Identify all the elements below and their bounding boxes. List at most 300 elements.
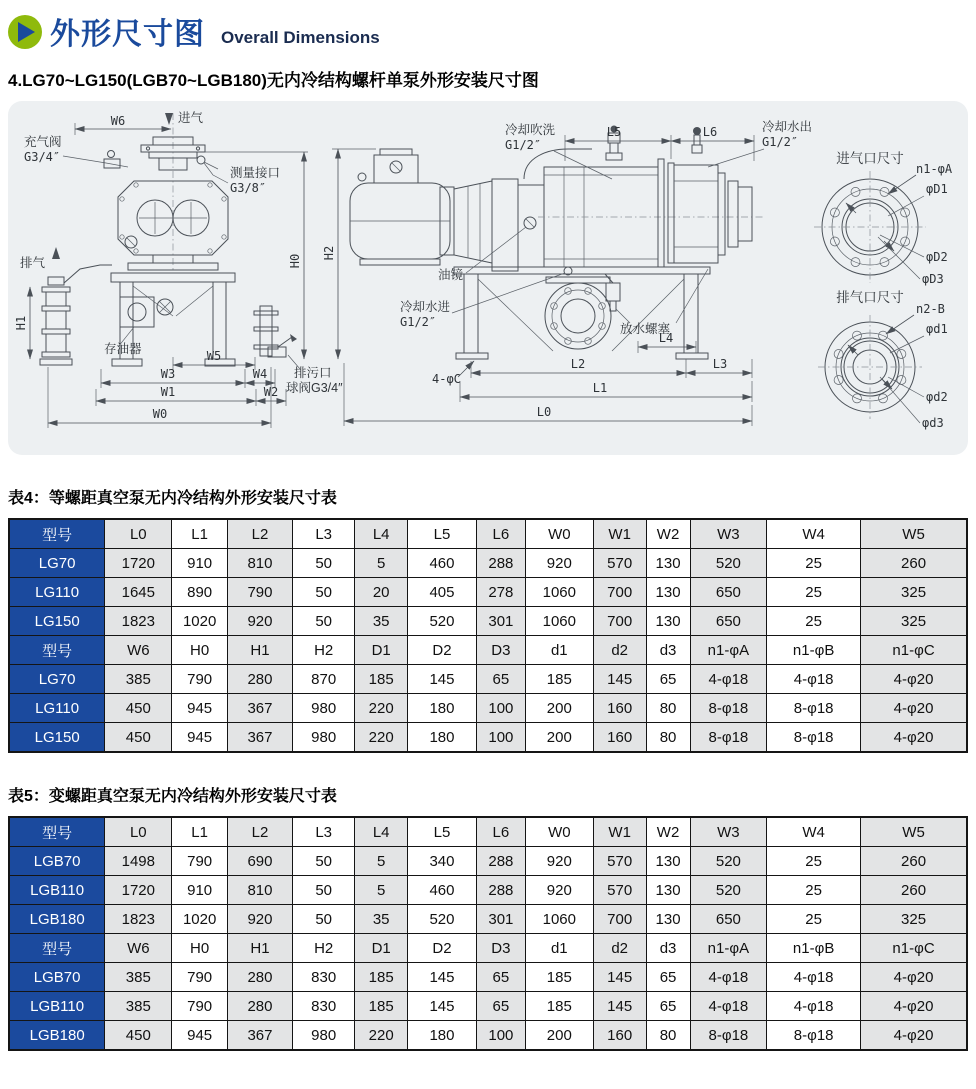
pump-outline-drawing [8,101,968,455]
value-cell: 280 [227,992,292,1021]
value-cell: 325 [861,578,967,607]
dim-w1: W1 [160,385,176,399]
value-cell: 130 [646,876,690,905]
value-cell: 650 [690,578,767,607]
value-cell: 4-φ18 [767,963,861,992]
value-cell: 870 [293,665,355,694]
dim-l5: L5 [606,125,622,139]
dim-l0: L0 [536,405,552,419]
table-row [9,607,967,636]
cooling-water-out-label: 冷却水出 [762,120,813,134]
value-cell: 100 [476,1021,525,1051]
value-cell: 790 [172,963,228,992]
inlet-arrow-icon [165,113,173,125]
value-cell: 1720 [105,876,172,905]
value-cell: 130 [646,578,690,607]
value-cell: 700 [593,607,646,636]
value-cell: 385 [105,963,172,992]
model-cell: LGB70 [9,847,105,876]
value-cell: 8-φ18 [767,694,861,723]
value-cell: 35 [355,905,408,934]
dim-w2: W2 [263,385,279,399]
dim-l3: L3 [712,357,728,371]
value-cell: 145 [593,665,646,694]
value-cell: 280 [227,963,292,992]
value-cell: 385 [105,665,172,694]
model-cell: LGB70 [9,963,105,992]
model-cell: LGB180 [9,905,105,934]
value-cell: 25 [767,905,861,934]
value-cell: 570 [593,847,646,876]
value-cell: 25 [767,578,861,607]
value-cell: 65 [646,963,690,992]
value-cell: 325 [861,905,967,934]
value-cell: 180 [408,1021,477,1051]
value-cell: 4-φ20 [861,665,967,694]
dim-header-cell: D1 [355,636,408,665]
dim-header-cell: W0 [525,519,593,549]
table-row [9,694,967,723]
dim-header-cell: L0 [105,519,172,549]
value-cell: 690 [227,847,292,876]
value-cell: 790 [172,992,228,1021]
value-cell: 405 [408,578,477,607]
dim-header-cell: W5 [861,817,967,847]
table-row [9,549,967,578]
cooling-purge-size: G1/2″ [505,138,542,152]
value-cell: 4-φ20 [861,992,967,1021]
side-view-drawing [322,119,812,426]
value-cell: 1020 [172,607,228,636]
section-header [0,0,976,50]
dim-header-cell: W2 [646,519,690,549]
value-cell: 185 [525,992,593,1021]
value-cell: 650 [690,607,767,636]
value-cell: 520 [408,905,477,934]
value-cell: 520 [690,876,767,905]
inlet-bolt-label: n1-φA [916,162,953,176]
value-cell: 145 [408,665,477,694]
dim-header-cell: L3 [293,519,355,549]
value-cell: 100 [476,694,525,723]
value-cell: 910 [172,876,228,905]
pump-right-section [658,127,752,267]
value-cell: 50 [293,905,355,934]
value-cell: 50 [293,847,355,876]
dim-header-cell: d2 [593,934,646,963]
table5-title: 表5：变螺距真空泵无内冷结构外形安装尺寸表 [8,788,337,805]
value-cell: 325 [861,607,967,636]
value-cell: 790 [172,665,228,694]
dim-header-cell: n1-φB [767,636,861,665]
dim-header-cell: H0 [172,636,228,665]
value-cell: 920 [227,607,292,636]
exhaust-d1-label: φd1 [926,322,948,336]
value-cell: 4-φ18 [767,665,861,694]
value-cell: 100 [476,723,525,753]
value-cell: 160 [593,1021,646,1051]
value-cell: 288 [476,876,525,905]
value-cell: 920 [525,549,593,578]
value-cell: 180 [408,694,477,723]
value-cell: 260 [861,847,967,876]
value-cell: 80 [646,1021,690,1051]
dim-header-cell: H2 [293,636,355,665]
value-cell: 4-φ18 [690,963,767,992]
dim-header-cell: L0 [105,817,172,847]
dim-header-cell: n1-φB [767,934,861,963]
value-cell: 8-φ18 [767,1021,861,1051]
value-cell: 25 [767,847,861,876]
dim-header-cell: W5 [861,519,967,549]
measure-port-size: G3/8″ [230,181,267,195]
dim-w0: W0 [152,407,168,421]
value-cell: 260 [861,876,967,905]
table-row [9,1021,967,1051]
dim-header-cell: W6 [105,636,172,665]
inlet-flange-stack [141,137,218,170]
value-cell: 920 [525,876,593,905]
dim-header-cell: d2 [593,636,646,665]
table-row [9,665,967,694]
value-cell: 450 [105,694,172,723]
table-equal-pitch-dimensions [8,518,968,753]
value-cell: 4-φ20 [861,694,967,723]
side-stand [454,267,710,359]
dim-header-cell: H2 [293,934,355,963]
table-row [9,578,967,607]
value-cell: 700 [593,578,646,607]
play-icon [18,22,35,42]
dim-header-cell: n1-φA [690,636,767,665]
value-cell: 180 [408,723,477,753]
dim-h1: H1 [14,315,28,331]
value-cell: 65 [476,665,525,694]
table4-title: 表4：等螺距真空泵无内冷结构外形安装尺寸表 [8,490,337,507]
value-cell: 945 [172,1021,228,1051]
exhaust-bolt-label: n2-B [916,302,945,316]
table-row [9,963,967,992]
table-row [9,905,967,934]
value-cell: 450 [105,723,172,753]
dim-w5: W5 [206,349,222,363]
value-cell: 25 [767,876,861,905]
value-cell: 1060 [525,905,593,934]
value-cell: 570 [593,876,646,905]
value-cell: 980 [293,1021,355,1051]
table-row [9,847,967,876]
value-cell: 288 [476,549,525,578]
dim-header-cell: D1 [355,934,408,963]
value-cell: 160 [593,694,646,723]
value-cell: 4-φ20 [861,1021,967,1051]
exhaust-stack [40,247,112,365]
value-cell: 1823 [105,607,172,636]
value-cell: 65 [476,963,525,992]
value-cell: 830 [293,992,355,1021]
value-cell: 945 [172,694,228,723]
drain-valve [254,306,297,357]
value-cell: 367 [227,1021,292,1051]
model-cell: LG70 [9,549,105,578]
dim-header-cell: n1-φC [861,636,967,665]
inlet-d2-label: φD2 [926,250,948,264]
value-cell: 145 [593,963,646,992]
dim-l2: L2 [570,357,586,371]
model-header-cell: 型号 [9,519,105,549]
value-cell: 130 [646,549,690,578]
value-cell: 570 [593,549,646,578]
model-cell: LGB180 [9,1021,105,1051]
value-cell: 20 [355,578,408,607]
value-cell: 520 [690,549,767,578]
value-cell: 4-φ18 [767,992,861,1021]
dim-h2: H2 [322,245,336,261]
value-cell: 920 [525,847,593,876]
inlet-d1-label: φD1 [926,182,948,196]
value-cell: 945 [172,723,228,753]
model-cell: LG70 [9,665,105,694]
dim-header-cell: L1 [172,817,228,847]
value-cell: 25 [767,549,861,578]
oil-sight-label: 油镜 [438,268,464,282]
value-cell: 4-φ18 [690,992,767,1021]
cooling-water-in-size: G1/2″ [400,315,437,329]
value-cell: 65 [476,992,525,1021]
dim-header-cell: W3 [690,817,767,847]
model-cell: LG110 [9,694,105,723]
value-cell: 25 [767,607,861,636]
value-cell: 145 [408,992,477,1021]
model-cell: LGB110 [9,876,105,905]
model-cell: LG110 [9,578,105,607]
value-cell: 520 [408,607,477,636]
exhaust-d2-label: φd2 [926,390,948,404]
value-cell: 810 [227,876,292,905]
value-cell: 385 [105,992,172,1021]
dim-header-cell: d3 [646,636,690,665]
value-cell: 145 [408,963,477,992]
value-cell: 301 [476,607,525,636]
table-variable-pitch-dimensions [8,816,968,1051]
value-cell: 1720 [105,549,172,578]
drain-port-label: 排污口 [294,366,332,380]
dim-header-cell: D3 [476,636,525,665]
value-cell: 1498 [105,847,172,876]
bottom-port-flange [545,277,611,349]
value-cell: 8-φ18 [690,723,767,753]
dim-header-cell: d3 [646,934,690,963]
dim-header-cell: W4 [767,817,861,847]
model-header-cell: 型号 [9,934,105,963]
exhaust-flange-view [818,289,948,430]
drain-plug-label: 放水螺塞 [620,322,671,336]
table-header-row [9,636,967,665]
value-cell: 4-φ20 [861,963,967,992]
dim-header-cell: H0 [172,934,228,963]
page-title-en: Overall Dimensions [221,27,380,47]
value-cell: 185 [355,665,408,694]
value-cell: 8-φ18 [690,1021,767,1051]
dim-header-cell: W4 [767,519,861,549]
dim-header-cell: W3 [690,519,767,549]
value-cell: 460 [408,549,477,578]
figure-subtitle: 4.LG70~LG150(LGB70~LGB180)无内冷结构螺杆单泵外形安装尺寸图 [8,71,539,90]
dim-header-cell: L6 [476,519,525,549]
value-cell: 145 [593,992,646,1021]
value-cell: 810 [227,549,292,578]
dim-header-cell: D2 [408,934,477,963]
value-cell: 220 [355,1021,408,1051]
value-cell: 130 [646,847,690,876]
dim-header-cell: W6 [105,934,172,963]
dim-header-cell: L2 [227,817,292,847]
exhaust-label: 排气 [20,256,46,270]
value-cell: 185 [525,665,593,694]
value-cell: 280 [227,665,292,694]
dim-header-cell: W2 [646,817,690,847]
inlet-label: 进气 [178,111,204,125]
value-cell: 980 [293,694,355,723]
dim-header-cell: L5 [408,519,477,549]
value-cell: 450 [105,1021,172,1051]
value-cell: 65 [646,992,690,1021]
table-header-row [9,817,967,847]
dim-header-cell: D2 [408,636,477,665]
exhaust-flange-title: 排气口尺寸 [836,290,904,305]
model-cell: LGB110 [9,992,105,1021]
dim-l4: L4 [658,331,674,345]
cooling-water-out-size: G1/2″ [762,135,799,149]
table-row [9,876,967,905]
dim-header-cell: W1 [593,519,646,549]
cooling-purge-label: 冷却吹洗 [505,123,556,137]
value-cell: 1020 [172,905,228,934]
table-row [9,723,967,753]
value-cell: 200 [525,694,593,723]
inlet-flange-title: 进气口尺寸 [836,151,904,166]
oil-reservoir-label: 存油器 [104,342,142,356]
value-cell: 185 [355,963,408,992]
value-cell: 80 [646,723,690,753]
front-view-drawing [14,110,343,428]
value-cell: 50 [293,549,355,578]
dim-header-cell: H1 [227,934,292,963]
dim-header-cell: L5 [408,817,477,847]
dim-header-cell: L6 [476,817,525,847]
dim-header-cell: D3 [476,934,525,963]
cooling-water-in-label: 冷却水进 [400,300,451,314]
dim-w6: W6 [110,114,126,128]
value-cell: 65 [646,665,690,694]
value-cell: 980 [293,723,355,753]
value-cell: 185 [355,992,408,1021]
foot-holes-label: 4-φC [432,372,461,386]
dim-header-cell: W0 [525,817,593,847]
dim-header-cell: H1 [227,636,292,665]
value-cell: 520 [690,847,767,876]
value-cell: 5 [355,876,408,905]
value-cell: 50 [293,876,355,905]
value-cell: 460 [408,876,477,905]
value-cell: 8-φ18 [767,723,861,753]
dim-header-cell: L4 [355,519,408,549]
charge-valve-size: G3/4″ [24,150,61,164]
value-cell: 35 [355,607,408,636]
model-cell: LG150 [9,607,105,636]
value-cell: 700 [593,905,646,934]
charge-valve-label: 充气阀 [24,135,62,149]
value-cell: 185 [525,963,593,992]
motor [350,149,454,265]
dim-header-cell: d1 [525,934,593,963]
exhaust-d3-label: φd3 [922,416,944,430]
table-row [9,992,967,1021]
value-cell: 278 [476,578,525,607]
dim-w4: W4 [252,367,268,381]
value-cell: 200 [525,723,593,753]
dim-h0: H0 [288,253,302,269]
dim-header-cell: L2 [227,519,292,549]
dim-header-cell: W1 [593,817,646,847]
value-cell: 220 [355,694,408,723]
value-cell: 5 [355,847,408,876]
value-cell: 1645 [105,578,172,607]
value-cell: 5 [355,549,408,578]
coupling-bell [454,179,544,271]
measure-port-label: 测量接口 [230,166,281,180]
dim-w3: W3 [160,367,176,381]
dim-l6: L6 [702,125,718,139]
value-cell: 50 [293,607,355,636]
dim-header-cell: d1 [525,636,593,665]
dim-header-cell: n1-φA [690,934,767,963]
oil-reservoir [120,297,173,327]
dim-l1: L1 [592,381,608,395]
value-cell: 260 [861,549,967,578]
value-cell: 80 [646,694,690,723]
value-cell: 130 [646,905,690,934]
value-cell: 288 [476,847,525,876]
value-cell: 8-φ18 [690,694,767,723]
value-cell: 130 [646,607,690,636]
value-cell: 1823 [105,905,172,934]
dim-header-cell: L4 [355,817,408,847]
value-cell: 790 [227,578,292,607]
model-cell: LG150 [9,723,105,753]
dimension-drawing-panel [8,101,968,455]
dim-header-cell: L1 [172,519,228,549]
model-header-cell: 型号 [9,817,105,847]
value-cell: 1060 [525,578,593,607]
value-cell: 367 [227,723,292,753]
value-cell: 50 [293,578,355,607]
table-header-row [9,519,967,549]
section-icon [8,15,42,49]
value-cell: 790 [172,847,228,876]
dim-header-cell: n1-φC [861,934,967,963]
value-cell: 830 [293,963,355,992]
dim-header-cell: L3 [293,817,355,847]
value-cell: 910 [172,549,228,578]
value-cell: 920 [227,905,292,934]
page-title-zh: 外形尺寸图 [50,18,205,51]
value-cell: 220 [355,723,408,753]
value-cell: 650 [690,905,767,934]
value-cell: 4-φ20 [861,723,967,753]
value-cell: 200 [525,1021,593,1051]
value-cell: 890 [172,578,228,607]
